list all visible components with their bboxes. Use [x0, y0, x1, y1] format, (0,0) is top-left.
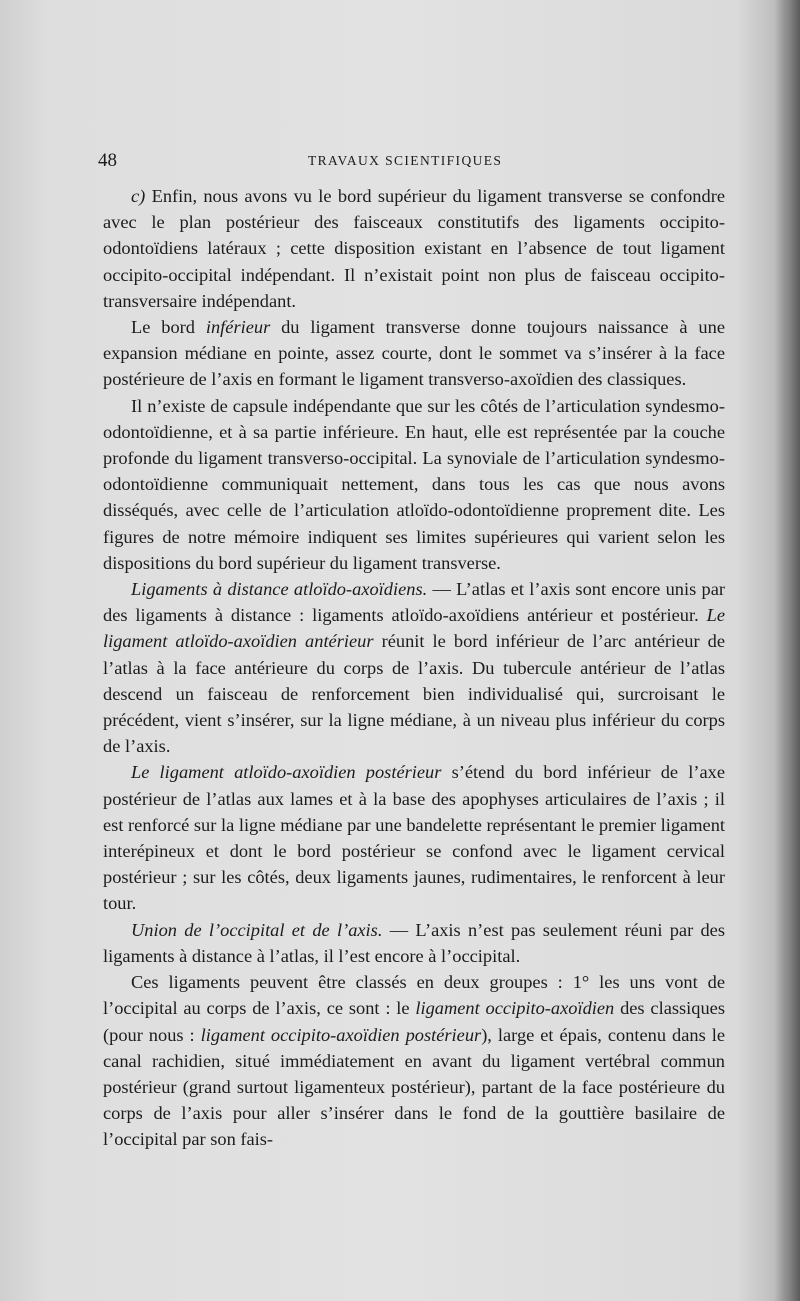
text-run: — L’atlas et l’axis sont encore unis par des ligaments à distance : ligaments atloïdo-axoïdiens antérieur et postérieur. — [103, 579, 725, 626]
page-number: 48 — [98, 150, 117, 171]
text-run: — L’axis n’est pas seulement réuni par des ligaments à distance à l’atlas, il l’est encore à l’occipital. — [103, 919, 725, 966]
paragraph — [103, 917, 725, 969]
body-text — [103, 183, 725, 1153]
paragraph — [103, 314, 725, 393]
text-run: s’étend du bord inférieur de l’axe postérieur de l’atlas aux lames et à la base des apophyses articulaires de l’axis ; il est renforcé sur la ligne médiane par une bandelette représentant le premier ligament interépineux et dont le bord postérieur se confond avec le ligament cervical postérieur ; sur les côtés, deux ligaments jaunes, rudimentaires, le renforcent à leur tour. — [103, 762, 726, 914]
italic-text: c) — [131, 186, 146, 206]
italic-text: ligament occipito-axoïdien postérieur — [200, 1024, 482, 1045]
text-run: des classiques (pour nous : — [103, 998, 725, 1045]
italic-text: Le ligament atloïdo-axoïdien antérieur — [103, 605, 725, 652]
paragraph — [103, 969, 725, 1152]
text-run: du ligament transverse donne toujours naissance à une expansion médiane en pointe, assez courte, dont le sommet va s’insérer à la face postérieure de l’axis en formant le ligament transverso-axoïdien des classiques. — [103, 317, 725, 390]
paragraph — [103, 183, 725, 314]
paragraph — [103, 759, 725, 916]
paragraph — [103, 576, 725, 759]
italic-text: Union de l’occipital et de l’axis. — [131, 919, 383, 940]
text-run: Le bord — [131, 317, 206, 338]
text-run: Ces ligaments peuvent être classés en deux groupes : 1° les uns vont de l’occipital au corps de l’axis, ce sont : le — [103, 972, 725, 1019]
text-run: réunit le bord inférieur de l’arc antérieur de l’atlas à la face antérieure du corps de l’axis. Du tubercule antérieur de l’atlas descend un faisceau de renforcement bien individualisé qui, surcroisant le précédent, vient s’insérer, sur la ligne médiane, à un niveau plus inférieur du corps de l’axis. — [103, 631, 726, 757]
italic-text: Ligaments à distance atloïdo-axoïdiens. — [131, 579, 428, 600]
text-run: Il n’existe de capsule indépendante que sur les côtés de l’articulation syndesmo-odontoïdienne, et à sa partie inférieure. En haut, elle est représentée par la couche profonde du ligament transverso-occipital. La synoviale de l’articulation syndesmo-odontoïdienne communiquait nettement, dans tous les cas que nous avons disséqués, avec celle de l’articulation atloïdo-odontoïdienne proprement dite. Les figures de notre mémoire indiquent ses limites supérieures qui varient selon les dispositions du bord supérieur du ligament transverse. — [103, 395, 725, 573]
page-header — [98, 150, 730, 174]
italic-text: inférieur — [205, 317, 271, 338]
italic-text: Le ligament atloïdo-axoïdien postérieur — [131, 762, 442, 783]
paragraph — [103, 393, 725, 576]
text-run: ), large et épais, contenu dans le canal rachidien, situé immédiatement en avant du ligament vertébral commun postérieur (grand surtout ligamenteux postérieur), partant de la face postérieure du corps de l’axis pour aller s’insérer dans le fond de la gouttière basilaire de l’occipital par son fais- — [103, 1024, 725, 1150]
text-run: Enfin, nous avons vu le bord supérieur du ligament transverse se confondre avec le plan postérieur des faisceaux constitutifs des ligaments occipito-odontoïdiens latéraux ; cette disposition existant en l’absence de tout ligament occipito-occipital indépendant. Il n’existait point non plus de faisceau occipito-transversaire indépendant. — [103, 186, 725, 311]
italic-text: ligament occipito-axoïdien — [415, 998, 615, 1019]
page-spine-shadow — [774, 0, 800, 1301]
running-title: TRAVAUX SCIENTIFIQUES — [308, 153, 503, 168]
